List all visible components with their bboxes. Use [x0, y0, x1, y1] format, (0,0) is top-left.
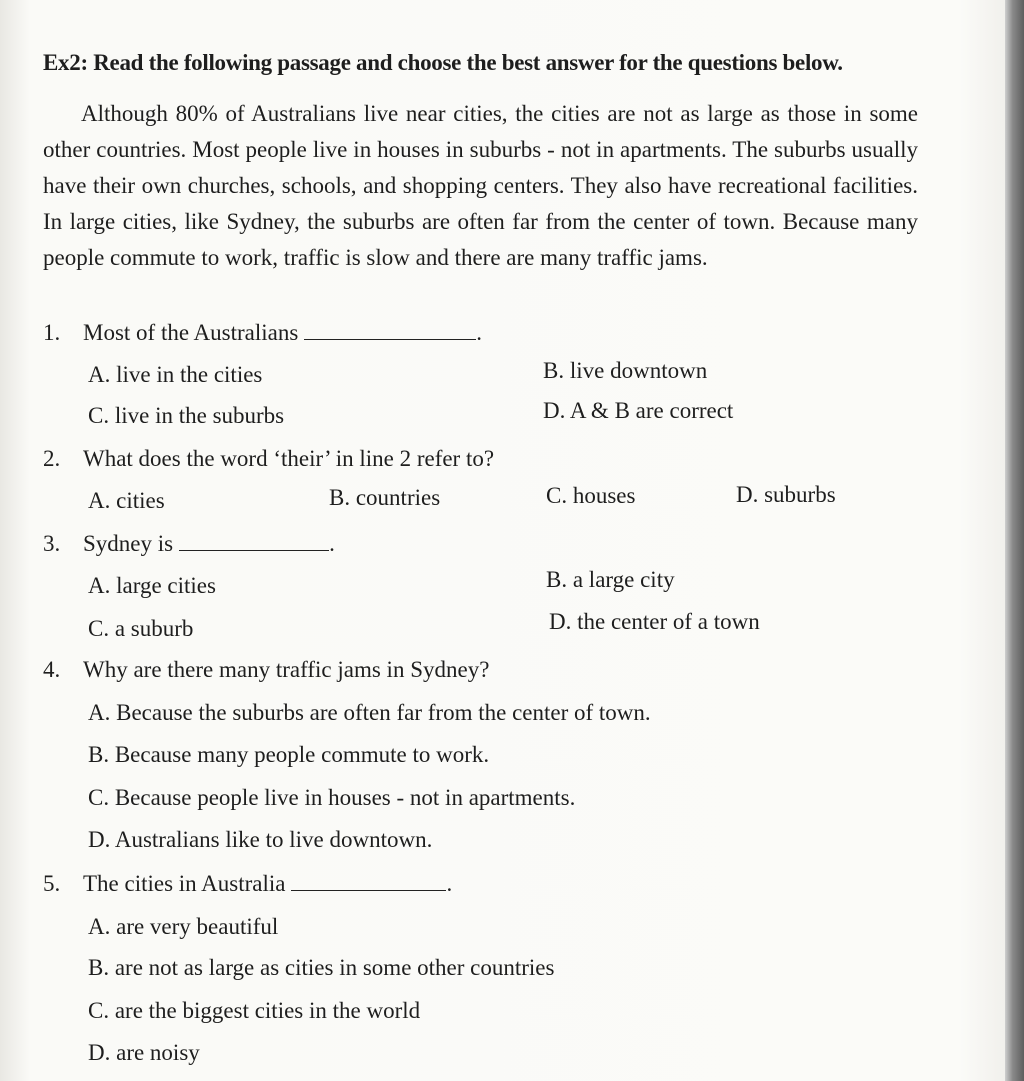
stem-end: . — [329, 531, 335, 556]
option-1d: D. A & B are correct — [543, 398, 734, 423]
option-5d: D. are noisy — [88, 1040, 200, 1065]
page-edge-shadow — [1005, 0, 1024, 1081]
question-number: 4. — [43, 657, 61, 682]
option-2a: A. cities — [88, 488, 165, 513]
option-2c: C. houses — [546, 483, 636, 508]
option-4d: D. Australians like to live downtown. — [88, 827, 433, 852]
option-5c: C. are the biggest cities in the world — [88, 998, 421, 1023]
exercise-heading: Ex2: Read the following passage and choose the best answer for the questions below. — [43, 50, 843, 75]
question-1 — [43, 320, 482, 346]
option-2b: B. countries — [329, 485, 441, 510]
option-1c: C. live in the suburbs — [88, 403, 285, 428]
question-5 — [43, 871, 452, 897]
option-2d: D. suburbs — [736, 482, 836, 507]
option-3d: D. the center of a town — [549, 609, 760, 634]
option-4c: C. Because people live in houses - not in apartments. — [88, 785, 576, 810]
option-3c: C. a suburb — [88, 616, 194, 641]
question-2 — [43, 446, 494, 472]
question-3 — [43, 531, 335, 557]
answer-blank — [291, 872, 446, 891]
option-5a: A. are very beautiful — [88, 914, 279, 939]
question-number: 1. — [43, 320, 61, 345]
question-stem: What does the word ‘their’ in line 2 refer to? — [83, 446, 495, 471]
answer-blank — [179, 532, 329, 551]
passage-text: Although 80% of Australians live near cities, the cities are not as large as those in some other countries. Most people live in houses in suburbs - not in apartments. The suburbs usually have their own churches, schools, and shopping centers. They also have recreational facilities. In large cities, like Sydney, the suburbs are often far from the center of town. Because many people commute to work, traffic is slow and there are many traffic jams. — [43, 101, 918, 270]
question-stem: Why are there many traffic jams in Sydney? — [83, 657, 490, 682]
question-number: 2. — [43, 446, 61, 471]
stem-end: . — [446, 871, 453, 896]
option-4b: B. Because many people commute to work. — [88, 742, 490, 767]
stem-end: . — [476, 320, 483, 345]
option-5b: B. are not as large as cities in some other countries — [88, 955, 555, 980]
question-number: 3. — [43, 531, 61, 556]
option-3b: B. a large city — [546, 567, 675, 592]
option-1a: A. live in the cities — [88, 362, 263, 387]
option-1b: B. live downtown — [543, 358, 708, 383]
question-stem: Sydney is — [83, 531, 174, 556]
option-3a: A. large cities — [88, 573, 216, 598]
answer-blank — [304, 321, 476, 340]
option-4a: A. Because the suburbs are often far from the center of town. — [88, 700, 651, 725]
question-stem: The cities in Australia — [83, 871, 286, 896]
reading-passage — [43, 96, 918, 276]
question-4 — [43, 657, 489, 683]
question-number: 5. — [43, 871, 61, 896]
question-stem: Most of the Australians — [83, 320, 299, 345]
